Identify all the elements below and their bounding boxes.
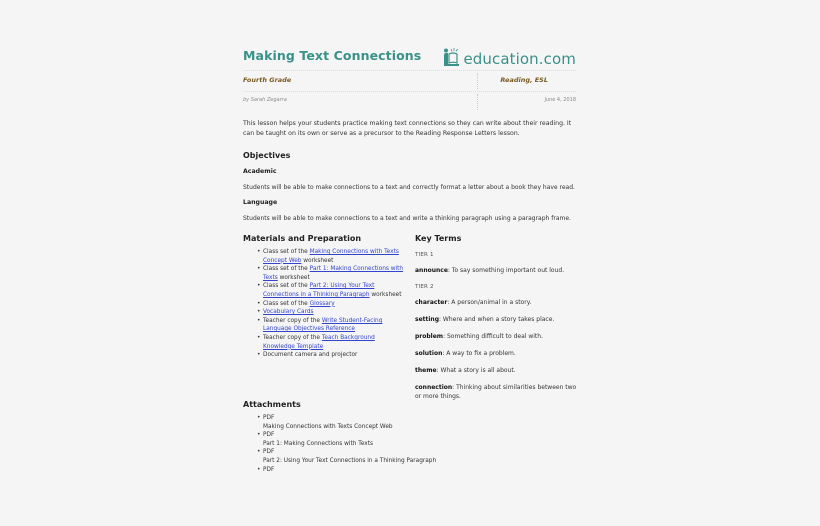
author-byline: by Sarah Zegarra (243, 97, 287, 103)
language-objective: Students will be able to make connections to a text and write a thinking paragraph using a paragraph frame. (243, 215, 571, 222)
tier-1-label: TIER 1 (415, 252, 434, 258)
attachment-item[interactable] (263, 466, 576, 475)
list-item: • Teacher copy of the Teach Background Knowledge Template (263, 334, 408, 351)
list-item: • Class set of the Glossary (263, 300, 408, 309)
key-term: problem: Something difficult to deal with. (415, 333, 543, 340)
material-link[interactable]: Teach Background Knowledge Template (263, 334, 375, 350)
file-type: • PDF (263, 466, 275, 473)
tier-2-label: TIER 2 (415, 284, 434, 290)
attachments-section (243, 400, 576, 474)
attachment-item[interactable] (263, 431, 576, 448)
file-type: • PDF (263, 415, 275, 421)
list-item: • Class set of the Part 1: Making Connections with Texts worksheet (263, 265, 408, 282)
academic-heading: Academic (243, 168, 277, 175)
meta-divider (477, 94, 478, 110)
file-name: Part 1: Making Connections with Texts (263, 440, 374, 447)
attachments-heading: Attachments (243, 400, 301, 409)
two-column-section (243, 228, 576, 400)
lesson-header (243, 44, 576, 71)
list-item: • Teacher copy of the Write Student-Facing Language Objectives Reference (263, 317, 408, 334)
materials-section (243, 228, 408, 360)
material-link[interactable]: Part 2: Using Your Text Connections in a Thinking Paragraph (263, 283, 375, 298)
lesson-page (243, 44, 576, 488)
education-com-logo[interactable] (442, 44, 576, 68)
material-link[interactable]: Vocabulary Cards (263, 309, 314, 316)
meta-divider (477, 73, 478, 89)
file-name: Part 2: Using Your Text Connections in a Thinking Paragraph (263, 457, 437, 464)
list-item: • Class set of the Making Connections with Texts Concept Web worksheet (263, 248, 408, 265)
page-title: Making Text Connections (243, 48, 422, 63)
grade-subject-row (243, 71, 576, 92)
key-term: connection: Thinking about similarities between two or more things. (415, 384, 576, 400)
materials-list (243, 248, 408, 360)
file-type: • PDF (263, 449, 275, 456)
objectives-heading: Objectives (243, 151, 291, 160)
key-term: solution: A way to fix a problem. (415, 350, 516, 357)
key-terms-heading: Key Terms (415, 234, 462, 243)
material-link[interactable]: Part 1: Making Connections with Texts (263, 266, 404, 281)
grade-label: Fourth Grade (243, 76, 292, 84)
material-link[interactable]: Making Connections with Texts Concept Web (263, 249, 399, 264)
key-term: theme: What a story is all about. (415, 367, 516, 374)
list-item: • Class set of the Part 2: Using Your Text Connections in a Thinking Paragraph worksheet (263, 282, 408, 299)
language-heading: Language (243, 199, 278, 206)
lesson-intro: This lesson helps your students practice making text connections so they can write about their reading. It can be taught on its own or serve as a precursor to the Reading Response Letters lesson. (243, 120, 572, 137)
key-term: announce: To say something important out loud. (415, 267, 565, 274)
file-type: • PDF (263, 432, 275, 439)
key-term: character: A person/animal in a story. (415, 299, 532, 306)
author-date-row (243, 92, 576, 109)
logo-text: education.com (463, 50, 576, 68)
materials-heading: Materials and Preparation (243, 234, 362, 243)
publish-date: June 4, 2018 (544, 97, 576, 103)
list-item: • Document camera and projector (263, 351, 408, 360)
key-term: setting: Where and when a story takes place. (415, 316, 555, 323)
attachment-item[interactable] (263, 414, 576, 431)
subject-label: Reading, ESL (500, 76, 548, 84)
attachment-item[interactable] (263, 448, 576, 465)
list-item (263, 308, 408, 317)
file-name: Making Connections with Texts Concept Web (263, 423, 393, 430)
key-terms-section (415, 228, 576, 401)
academic-objective: Students will be able to make connections to a text and correctly format a letter about a book they have read. (243, 184, 575, 191)
material-link[interactable]: Write Student-Facing Language Objectives Reference (263, 317, 383, 333)
attachments-list (243, 414, 576, 474)
material-link[interactable]: Glossary (309, 300, 335, 307)
book-reader-icon (442, 46, 462, 68)
